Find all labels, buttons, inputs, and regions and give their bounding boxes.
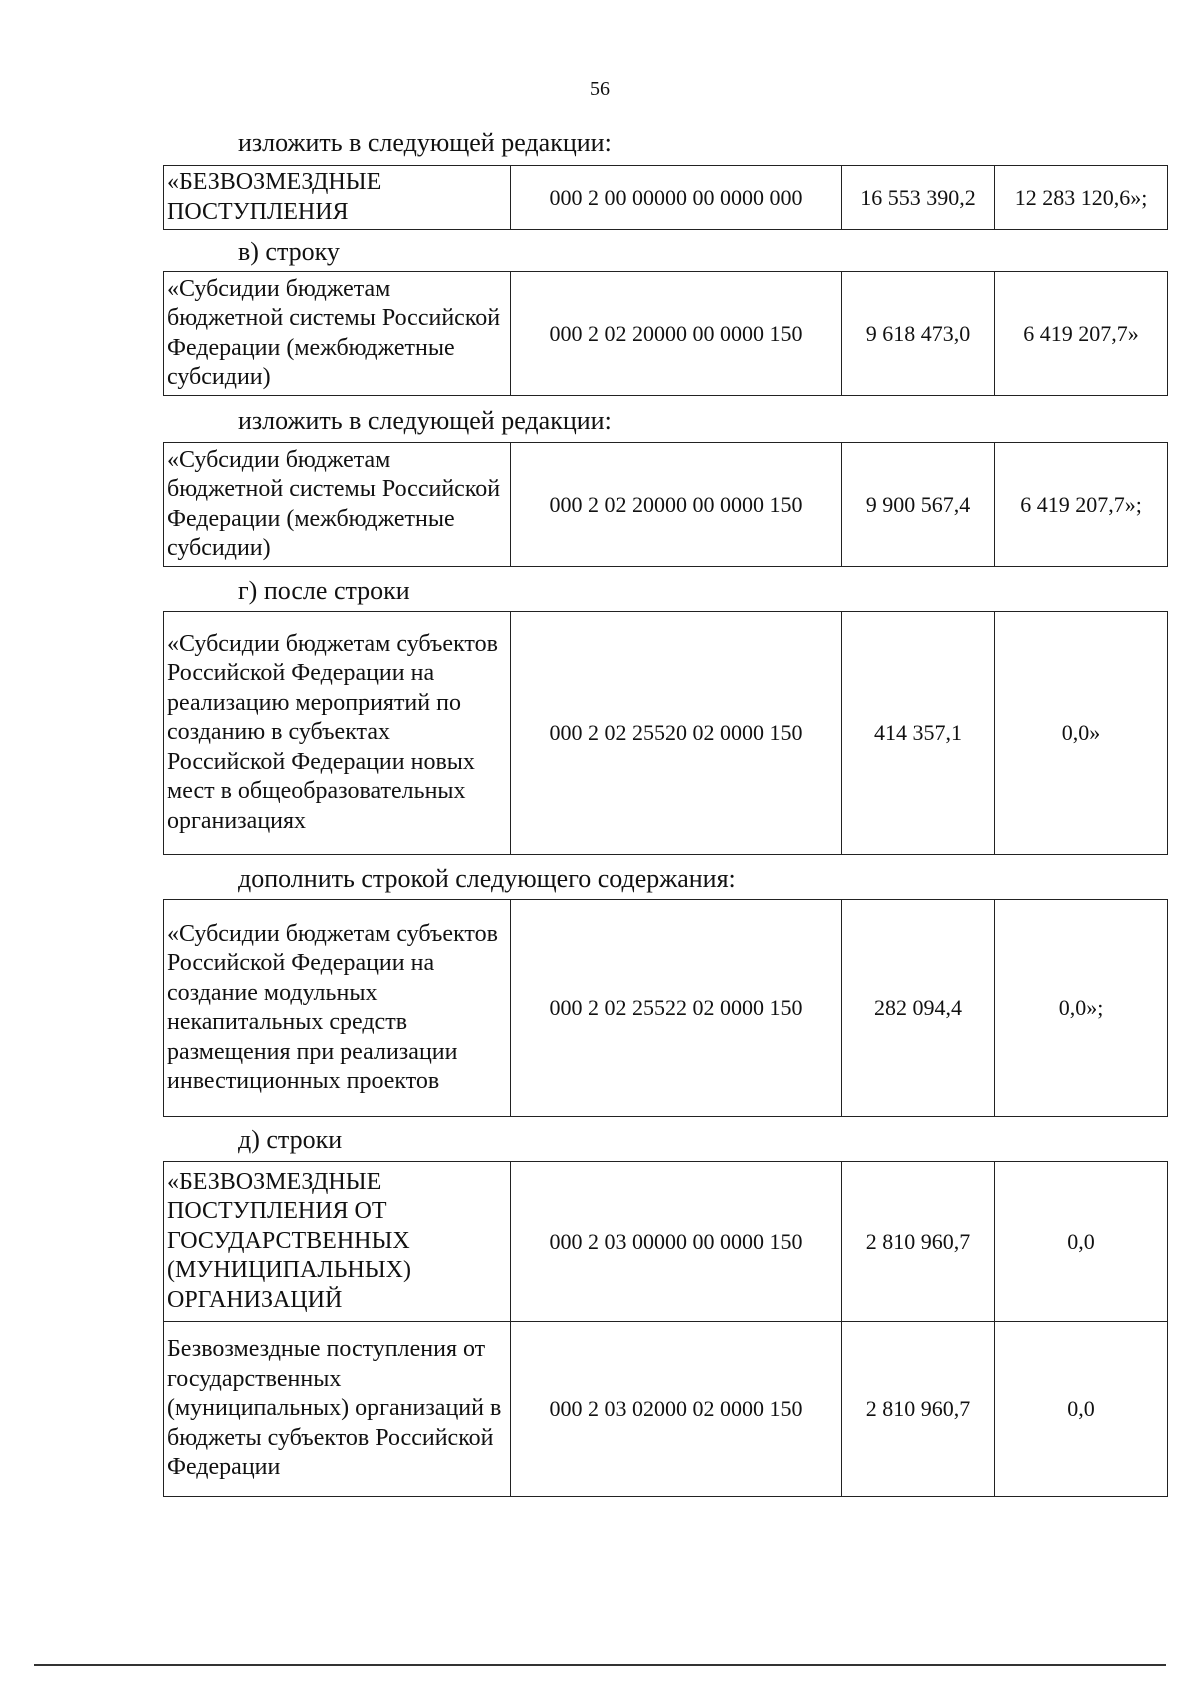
data-table (163, 1161, 1168, 1497)
row-value-1: 9 618 473,0 (842, 272, 995, 396)
row-value-1: 282 094,4 (842, 900, 995, 1117)
row-name: «БЕЗВОЗМЕЗДНЫЕ ПОСТУПЛЕНИЯ (164, 166, 511, 230)
row-value-1: 2 810 960,7 (842, 1322, 995, 1497)
row-code: 000 2 03 02000 02 0000 150 (511, 1322, 842, 1497)
row-code: 000 2 02 25520 02 0000 150 (511, 612, 842, 855)
section-heading: дополнить строкой следующего содержания: (238, 864, 736, 893)
row-name: «Субсидии бюджетам бюджетной системы Российской Федерации (межбюджетные субсидии) (164, 272, 511, 396)
row-name: «Субсидии бюджетам субъектов Российской Федерации на реализацию мероприятий по созданию в субъектах Российской Федерации новых мест в общеобразовательных организациях (164, 612, 511, 855)
section-heading: д) строки (238, 1125, 343, 1154)
section-heading: г) после строки (238, 576, 410, 605)
data-table (163, 442, 1168, 567)
data-table (163, 271, 1168, 396)
row-code: 000 2 00 00000 00 0000 000 (511, 166, 842, 230)
section-heading: изложить в следующей редакции: (238, 128, 612, 157)
table-row (164, 1322, 1168, 1497)
data-table (163, 165, 1168, 230)
table-row (164, 612, 1168, 855)
row-value-2: 12 283 120,6»; (995, 166, 1168, 230)
section-heading: в) строку (238, 237, 340, 266)
row-value-2: 0,0» (995, 612, 1168, 855)
row-value-1: 16 553 390,2 (842, 166, 995, 230)
row-value-2: 6 419 207,7»; (995, 443, 1168, 567)
row-value-2: 0,0»; (995, 900, 1168, 1117)
row-value-2: 0,0 (995, 1322, 1168, 1497)
section-heading: изложить в следующей редакции: (238, 406, 612, 435)
row-value-1: 2 810 960,7 (842, 1162, 995, 1322)
page-number: 56 (590, 78, 610, 100)
row-value-2: 0,0 (995, 1162, 1168, 1322)
data-table (163, 899, 1168, 1117)
table-row (164, 1162, 1168, 1322)
table-row (164, 900, 1168, 1117)
row-value-1: 414 357,1 (842, 612, 995, 855)
data-table (163, 611, 1168, 855)
table-row (164, 443, 1168, 567)
row-value-1: 9 900 567,4 (842, 443, 995, 567)
row-code: 000 2 02 25522 02 0000 150 (511, 900, 842, 1117)
row-name: «Субсидии бюджетам субъектов Российской Федерации на создание модульных некапитальных средств размещения при реализации инвестиционных проектов (164, 900, 511, 1117)
row-name: Безвозмездные поступления от государственных (муниципальных) организаций в бюджеты субъектов Российской Федерации (164, 1322, 511, 1497)
table-row (164, 272, 1168, 396)
row-name: «БЕЗВОЗМЕЗДНЫЕ ПОСТУПЛЕНИЯ ОТ ГОСУДАРСТВЕННЫХ (МУНИЦИПАЛЬНЫХ) ОРГАНИЗАЦИЙ (164, 1162, 511, 1322)
row-code: 000 2 03 00000 00 0000 150 (511, 1162, 842, 1322)
footer-rule (34, 1664, 1166, 1666)
row-name: «Субсидии бюджетам бюджетной системы Российской Федерации (межбюджетные субсидии) (164, 443, 511, 567)
row-code: 000 2 02 20000 00 0000 150 (511, 272, 842, 396)
table-row (164, 166, 1168, 230)
row-code: 000 2 02 20000 00 0000 150 (511, 443, 842, 567)
row-value-2: 6 419 207,7» (995, 272, 1168, 396)
